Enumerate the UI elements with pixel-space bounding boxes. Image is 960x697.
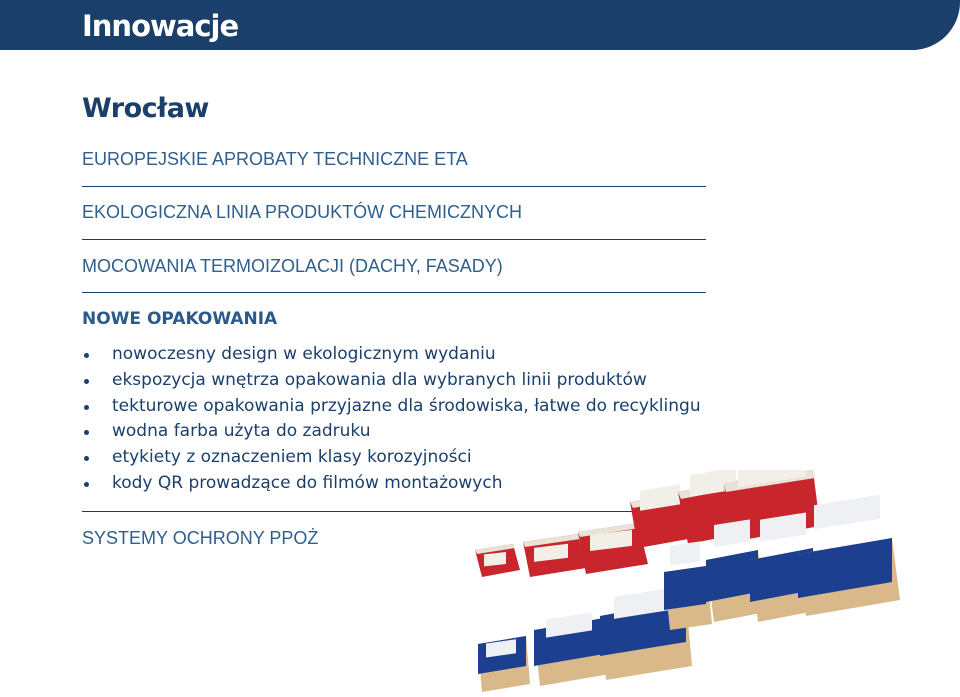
section-label: EKOLOGICZNA LINIA PRODUKTÓW CHEMICZNYCH bbox=[82, 202, 523, 222]
product-box-icon bbox=[475, 544, 520, 577]
page-title: Innowacje bbox=[82, 9, 239, 43]
city-heading: Wrocław bbox=[82, 93, 209, 124]
section-label: SYSTEMY OCHRONY PPOŻ bbox=[82, 528, 319, 548]
product-box-icon bbox=[664, 541, 712, 630]
product-box-icon bbox=[478, 636, 530, 692]
product-box-icon bbox=[534, 612, 610, 686]
section-label: EUROPEJSKIE APROBATY TECHNICZNE ETA bbox=[82, 149, 468, 169]
section-packaging bbox=[82, 309, 706, 329]
product-box-icon bbox=[523, 534, 586, 577]
section-chemical bbox=[82, 202, 706, 223]
list-item: tekturowe opakowania przyjazne dla środowiska, łatwe do recyklingu bbox=[82, 394, 701, 420]
section-eta bbox=[82, 149, 706, 170]
packaging-boxes-image bbox=[468, 470, 908, 695]
section-label: MOCOWANIA TERMOIZOLACJI (DACHY, FASADY) bbox=[82, 256, 503, 276]
section-insulation bbox=[82, 256, 706, 277]
list-item: etykiety z oznaczeniem klasy korozyjności bbox=[82, 445, 701, 471]
list-item: wodna farba użyta do zadruku bbox=[82, 419, 701, 445]
list-item: kody QR prowadzące do filmów montażowych bbox=[82, 471, 701, 497]
divider bbox=[82, 186, 706, 187]
divider bbox=[82, 239, 706, 240]
divider bbox=[82, 292, 706, 293]
section-label: NOWE OPAKOWANIA bbox=[82, 309, 278, 329]
list-item: ekspozycja wnętrza opakowania dla wybranych linii produktów bbox=[82, 368, 701, 394]
list-item: nowoczesny design w ekologicznym wydaniu bbox=[82, 342, 701, 368]
